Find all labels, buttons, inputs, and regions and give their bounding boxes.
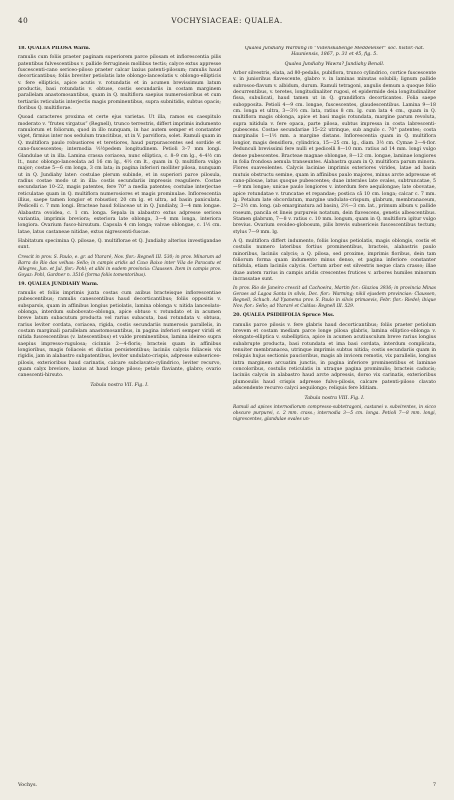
plate-reference: Tabula nostra VIII. Fig. I. <box>304 395 365 401</box>
species-heading: 19. QUALEA JUNDIAHY Warm. <box>18 281 99 287</box>
body-paragraph: Arbor silvestris, elata, ad 80-pedalis, pubiflora, trunco cylindrico, cortice fuscescente v. in juniorihus flavescente, glabro v. in laminas minutas solubili; lignum pallide subrosoo-flavum v. albidum, durum. Ramuli tetragoni, angulis demum a quoque folio decurrentibus, v. teretes, longitudinaliter rugosi, et epidermide deia longitudinaliter fissa, subulicati, haud tamen ut in Q. grandiflora decorticantes. Folia saepe subopposita. Petioli 4—9 cm. longae, fuscescentes, glaudescentibus. Lamina 9—18 cm. longa et ultra, 3—3½ cm. lata, ratius 8 cm. lg. cum lata 4 cm., quam in Q. multiflora magis oblonga, apice et basi magis rotundata, margine parum revoluta, supra nitidula v. fere opaca, parte pilosa, subtus impressa in costa labrescenti-pubescens. Costae secundariae 15–22 utrinque, sub angulo c. 70° patentes; costa marginalis 1—1½ mm. a margine distans. Inflorescentia quam in Q. multiflora longior, magis densiflora, cylindrica, 15—25 cm. lg., diam. 3½ cm. Cymae 2—4-flor. Pedunculi brevissimi fere nulli et pedicelli 8—10 mm. ratius ad 14 mm. longi vulgo dense pubescentes. Bracteae magnae oblongae, 8—12 cm. longae, laminae longiores in folia frondosa aemula transeuntes. Alabastra quam in Q. multiflora parum minora. Flores suaveolentes. Calycis laciniae imprimis exteriores virides, latae ad basin mutuis obstructu semine, quam in affinibus paulo majores, minus arcte adpressae et cano-pilosae, latus quoque pubescentes; duae interales late ovales, subtruncatae, 5—9 mm longae; unicae paulo longiores v. interdum fere aequilongae; late obovatae, apice rotundatae v. truncatae et repandae; postica cā 10 cm. longa; calcar c. 7 mm. lg. Petalum late obcordatum, margine undulato-crispum, glabrum, membranaceum, 2—2½ cm. long. (ab emarginatura ad basin), 2½—3 cm. lat., primum album v. pallide roseum, pancila et lineis purpureis notatum, dein flavescens, genetis albescentibus. Stamen glabrum, 7—8 v. ratius c. 10 mm. longum, quam in Q. multiflora igitur vulgo brevius. Ovarium ovoideo-globosum, pilis brevis subsericeis fuscescentibus tectum; stylus 7—9 mm. lg. <box>233 71 436 235</box>
footer-sheet-number: 7 <box>432 782 436 788</box>
body-paragraph: ramulis et foliis imprimis juxta costas cum axibus bracteisque inflorescentiae pubescentibus; ramulis canescentibus haud decorticantibus; foliis oppositis v. subsparsis, quam in affinibus longius petiolatis, lamina oblonga v. nitida lanceolato-oblonga, interdum subobovato-oblonga, apice obtuso v. rotundato et in acumen breve latum subacutum producta vel rarius subacuta, basi rotundata v. obtusa, rarius leviter cordata, coriacea, rigida, costis secundariis numerosis parallelis, in costam marginali parallelam anastomosantibus, in pagina inferiori semper viridi et nitida fuscescentibus (v. latescentibus) et valde prominentibus, lamina ideireo supra saepius impresso-rugulosa; cicinnis 2—4-floris; bracteis quam in affinibus longioribus, magis foliaceis et diutius persistentibus; laciniis calycis foliaceis vix rigidis, jam in alabastro subpatentibus, leviter undulato-crispis, adpresse subsericeo-pilosis, exterioribus haud carinatis, calcare subclavato-cylindrico, leviter recurvo, quam calyx breviore, laxius at haud longe piloso; petalo flaviante, glabro; ovario canescenti-hirsuto. <box>18 291 221 379</box>
right-column <box>233 46 436 788</box>
body-paragraph: Habitatum specimina Q. pilosae, Q. multiflorae et Q. Jundiahy alterius investigandae sunt. <box>18 238 221 251</box>
body-paragraph: ramulis parce pilosis v. fere glabris haud decorticantibus; foliis praeter petiolum brevem et costam mediam parce longe pilosa glabris, lamina elliptico-oblonga v. elongato-elliptica v. subelliptica, apice in acumen acutiusculum breve rarius longius subabrupte producta, basi rotundata et ima basi cordata, interdum complicata, tenuiter membranacea, utrinque imprimis subtus nitida; costis secundariis quam in reliquis hujus sectionis paucioribus, magis ab invicem remotis, vix parallelis, longius intra marginem arcuatim junctis, in pagina inferiore prominentibus et laminae concoloribus, costulis reticulatis in utraque pagina prominulis; bracteis caducis; laciniis calycis in alabastro haud arcte adpressis, dorso vix carinatis, exterioribus plumosulis haud crispis adpresse fulvo-pilosis, calcare patenti-piloso clavato adscendente recurvo calyci aequilongo; reliquis fere Iditiam. <box>233 322 436 392</box>
species-heading: 18. QUALEA PILOSA Warm. <box>18 46 91 51</box>
body-paragraph: A Q. multiflora differt indumento, foliis longius petiolatis, magis oblongis, costis et costulis numero lateribus fortius prominentibus, bracteis, alabastris paulo minoribus, laciniis calycis; a Q. pilosa, sed proxime, imprimis floribus, dein tam foliorum forma quam indumento minus denso, et pagina inferiore constanter nitidula, etiam laciniis calycis. Certum arbor est silvestris neque clara crasso; illae duae autem rarius in campis aridis crescentes frutices v. arbores humiles minorum incrassatae sunt. <box>233 238 436 283</box>
plate-reference: Tabula nostra VII. Fig. I. <box>90 382 149 388</box>
left-column <box>18 46 221 788</box>
synonym-citation: Qualea Jundiahy Warming in “Videnskabelige Meddelelser” soc. histor.-nat. Hauniensis, 1867, p. 31 et 45, fig. 5. <box>244 46 425 58</box>
text-columns <box>18 46 436 788</box>
locality-paragraph: Ramuli ad apices internodiorum compresso-subtetragoni, castanei v. subvirentes, in sicco obscure purpurei, c. 2 mm. crass.; internodia 3—5 cm. longa. Petioli 7—8 mm. longi, nigrescentes, glandulae ovales un- <box>233 404 436 422</box>
running-title: VOCHYSIACEAE: QUALEA. <box>171 16 283 25</box>
locality-paragraph: In prov. Rio de Janeiro crescit ad Cachoeira, Martin for.: Glaziou 3936; in provincia Minas Geraes ad Lagoa Santa in silvis, Dec. flor.: Warming; nikil ejusdem provinciae: Claussen, Regnell, Schuch. Ad Ypanema prov. S. Paulo in silvis primaevis, Febr. flor.: Riedel; ibique Nov. flor.: Sello; ad Ytararé et Caldas: Regnell III. 529. <box>233 286 436 310</box>
species-heading: 20. QUALEA PSIDIIFOLIA Spruce Mss. <box>233 313 335 319</box>
page-number: 40 <box>18 16 29 25</box>
synonym-citation: Qualea Jundiahy Wawra? Jundiahy Benall. <box>284 61 385 67</box>
body-paragraph: Quoad caracteres proxima et certe ejus varietas. Ut illa, ramos ex caespitulo moderato v. “frutex virgatus” (Regnell), trunco terrestris, differt imprimis indumento ramulorum et foliorum, quod in illo nunquam, in hac autem semper et constanter viget, firmius inter nos sedulum trancitibus, ut in V. parviflora, solet. Ramuli quam in Q. multiflora paulo robustiores et teretiores, haud purpurascentes sed sordide et cano-fuscescentes; internodia ½½pedem longitudinem. Petioli 3–7 mm longi. Glandulae ut in illa. Lamina crassa coriacea, nunc elliptica, c. 8–9 cm lg., 4–4½ cm lt., nunc oblongo-lanceolata ad 16 cm lg., 4½ cm lt., quam in Q. multiflora vulgo major; costae 5—6 cm longa, 3 cm lata; in pagina inferiori molliter pilosa, nunquam ut in Q. Jundiahy later: costulae plerum subinde, et in superiori parce pilosula, radius costae modo ut in illa: costis secundariis impressis reaguliere. Costae secundariae 10–22, magis patentes, fere 70° a media patentes; costulae interjectae reticulatae quam in Q. multiflora numerosiores et magis prominulae. Inflorescentia illius, saepe tamen longior et robustior, 20 cm lg. et ultra, ad basin paniculata. Pedicelli c. 7 mm longi. Bracteae haud foliaceae ut in Q. Jundiahy, 3—4 mm longae. Alabastra ovoidea, c. 1 cm. longa. Sepala in alabastro extus adpresse sericea variantia, imprimis breviora; exteriora late oblonga, 3—4 mm longa, interiora longiora. Ovarium fusco-hirsutum. Capsula 4 cm longa; valvae oblongae, c. 1½ cm. latae, latus castaneae nitidae, extus nigrescenti-fuscae. <box>18 115 221 235</box>
footer-signature: Vochys. <box>18 782 38 788</box>
body-paragraph: ramulis cum foliis praeter paginam superiorem parce pilosam et inflorescentia pilis patentibus fulvescentibus v. pallide ferrugineis mollibus tectis; calyce extus appresse fuscescenti-cano sericeo-piloso praeter calcar laxius patenti-pilosum; ramulis haud decorticantibus; foliis breviter petiolatis late oblongo-lanceolatis v. oblongo-ellipticis v. fere ellipticis, apice acutis v. rotundatis et in acumen brevissimum latum productis, basi rotundatis v. obtuse, costis secundariis in costam marginem parallelam anastomosantibus, quam in Q. multiflora saepius numerosioribus et cum tertiariis reticulatis interjectis magis prominentibus, supra subnitidis, subtus opacis; floribus Q. multiflorae. <box>18 55 221 112</box>
locality-paragraph: Crescit in prov. S. Paulo, e. gr. ad Ytararé, Nov. flor.: Regnell III. 530; in prov. Minarum ad Barra do Rio das velhas: Sello; in campis aridis ad Caxo Baixo inter Vila de Paracatu et Allegres, Jun. et Jul. flor.: Pohl; et alibi in eadem provincia: Claussen. Item in campis prov. Goyaz: Pohl, Gardner n. 3516 (forma foliis tomentoribus). <box>18 254 221 278</box>
page-header <box>18 16 436 28</box>
